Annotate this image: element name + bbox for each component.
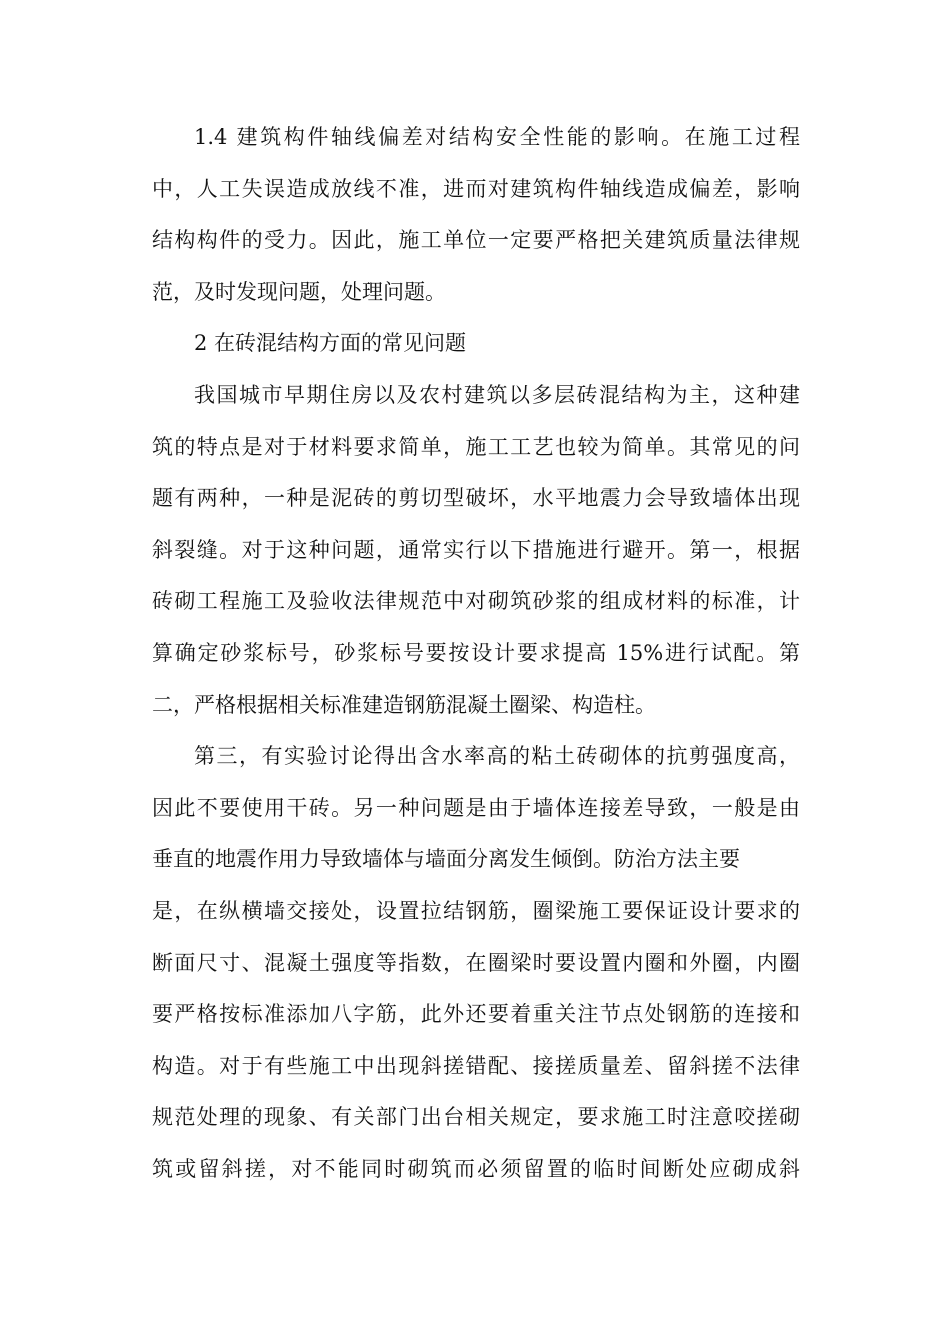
section-heading-brick-concrete bbox=[152, 318, 800, 370]
paragraph-axis-deviation bbox=[152, 112, 800, 318]
text-line: 因此不要使用干砖。另一种问题是由于墙体连接差导致，一般是由 bbox=[152, 795, 800, 820]
text-line: 断面尺寸、混凝土强度等指数，在圈梁时要设置内圈和外圈，内圈 bbox=[152, 950, 800, 975]
text-line: 二，严格根据相关标准建造钢筋混凝土圈梁、构造柱。 bbox=[152, 692, 656, 717]
text-line: 结构构件的受力。因此，施工单位一定要严格把关建筑质量法律规 bbox=[152, 228, 800, 253]
text-line: 是，在纵横墙交接处，设置拉结钢筋，圈梁施工要保证设计要求的 bbox=[152, 898, 800, 923]
paragraph-brick-concrete-problems bbox=[152, 370, 800, 731]
text-line: 中，人工失误造成放线不准，进而对建筑构件轴线造成偏差，影响 bbox=[152, 176, 800, 201]
text-line: 要严格按标准添加八字筋，此外还要着重关注节点处钢筋的连接和 bbox=[152, 1002, 800, 1027]
text-line: 垂直的地震作用力导致墙体与墙面分离发生倾倒。防治方法主要 bbox=[152, 847, 740, 872]
text-line: 题有两种，一种是泥砖的剪切型破坏，水平地震力会导致墙体出现 bbox=[152, 486, 800, 511]
text-line: 1.4 建筑构件轴线偏差对结构安全性能的影响。在施工过程 bbox=[194, 125, 800, 149]
text-line: 规范处理的现象、有关部门出台相关规定，要求施工时注意咬搓砌 bbox=[152, 1105, 800, 1130]
text-line: 斜裂缝。对于这种问题，通常实行以下措施进行避开。第一，根据 bbox=[152, 537, 800, 562]
section-heading: 2 在砖混结构方面的常见问题 bbox=[194, 331, 467, 356]
text-line: 筑的特点是对于材料要求简单，施工工艺也较为简单。其常见的问 bbox=[152, 434, 800, 459]
text-line: 第三，有实验讨论得出含水率高的粘土砖砌体的抗剪强度高， bbox=[194, 744, 800, 769]
text-line: 构造。对于有些施工中出现斜搓错配、接搓质量差、留斜搓不法律 bbox=[152, 1053, 800, 1078]
text-line: 范，及时发现问题，处理问题。 bbox=[152, 279, 446, 304]
text-line: 我国城市早期住房以及农村建筑以多层砖混结构为主，这种建 bbox=[194, 382, 800, 407]
text-line: 算确定砂浆标号，砂浆标号要按设计要求提高 15%进行试配。第 bbox=[152, 640, 800, 665]
document-body bbox=[152, 112, 800, 1195]
paragraph-third-measure bbox=[152, 731, 800, 1195]
text-line: 筑或留斜搓，对不能同时砌筑而必须留置的临时间断处应砌成斜 bbox=[152, 1156, 800, 1181]
text-line: 砖砌工程施工及验收法律规范中对砌筑砂浆的组成材料的标准，计 bbox=[152, 589, 800, 614]
